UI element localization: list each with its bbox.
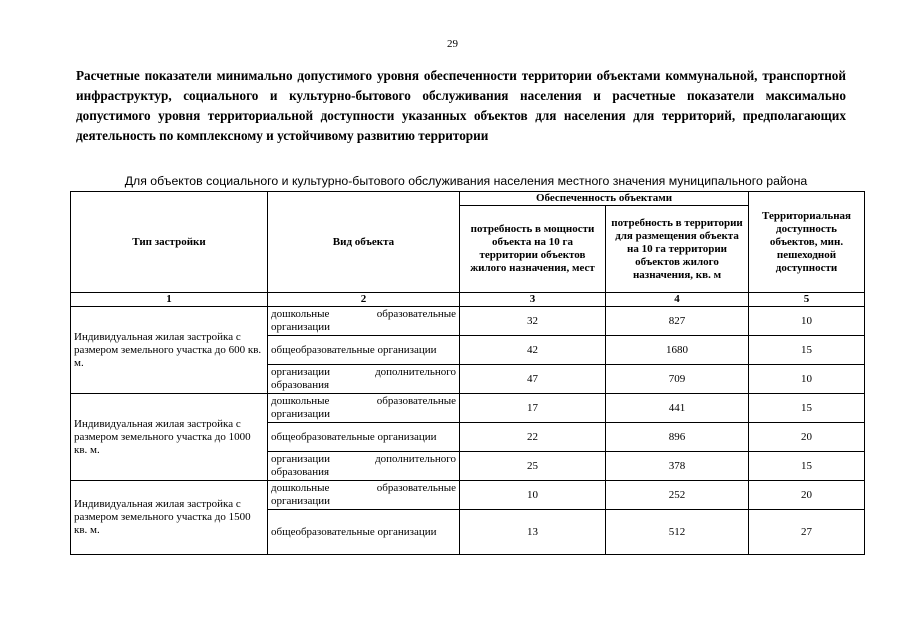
capacity-cell: 10 — [460, 481, 606, 510]
header-area: потребность в территории для размещения объекта на 10 га территории объектов жилого назначения, кв. м — [606, 206, 749, 293]
object-type-cell: общеобразовательные организации — [268, 423, 460, 452]
access-cell: 10 — [749, 307, 865, 336]
access-cell: 20 — [749, 423, 865, 452]
area-cell: 896 — [606, 423, 749, 452]
building-type-cell: Индивидуальная жилая застройка с размером земельного участка до 1500 кв. м. — [71, 481, 268, 555]
access-cell: 20 — [749, 481, 865, 510]
header-building-type: Тип застройки — [71, 192, 268, 293]
object-type-cell: дошкольные образовательные организации — [268, 394, 460, 423]
object-type-cell: дошкольные образовательные организации — [268, 307, 460, 336]
capacity-cell: 47 — [460, 365, 606, 394]
access-cell: 15 — [749, 394, 865, 423]
access-cell: 15 — [749, 336, 865, 365]
table-subtitle: Для объектов социального и культурно-бытового обслуживания населения местного значения муниципального района — [124, 174, 808, 188]
document-title: Расчетные показатели минимально допустимого уровня обеспеченности территории объектами коммунальной, транспортной инфраструктур, социального и культурно-бытового обслуживания населения и расчетные показатели максимально допустимого уровня территориальной доступности указанных объектов для населения для территорий, предполагающих деятельность по комплексному и устойчивому развитию территории — [76, 68, 846, 143]
header-object-type: Вид объекта — [268, 192, 460, 293]
capacity-cell: 13 — [460, 510, 606, 555]
capacity-cell: 17 — [460, 394, 606, 423]
capacity-cell: 32 — [460, 307, 606, 336]
page-number: 29 — [447, 38, 458, 50]
column-number: 5 — [749, 293, 865, 307]
column-number: 4 — [606, 293, 749, 307]
header-access: Территориальная доступность объектов, мин. пешеходной доступности — [749, 192, 865, 293]
header-provision: Обеспеченность объектами — [460, 192, 749, 206]
capacity-cell: 22 — [460, 423, 606, 452]
table-row — [71, 481, 865, 510]
area-cell: 709 — [606, 365, 749, 394]
table-row — [71, 307, 865, 336]
object-type-cell: дошкольные образовательные организации — [268, 481, 460, 510]
column-number: 2 — [268, 293, 460, 307]
object-type-cell: организации дополнительного образования — [268, 365, 460, 394]
capacity-cell: 25 — [460, 452, 606, 481]
header-capacity: потребность в мощности объекта на 10 га территории объектов жилого назначения, мест — [460, 206, 606, 293]
column-number-row — [71, 293, 865, 307]
area-cell: 827 — [606, 307, 749, 336]
object-type-cell: общеобразовательные организации — [268, 336, 460, 365]
area-cell: 1680 — [606, 336, 749, 365]
area-cell: 441 — [606, 394, 749, 423]
access-cell: 27 — [749, 510, 865, 555]
norms-table — [70, 191, 865, 555]
area-cell: 512 — [606, 510, 749, 555]
object-type-cell: организации дополнительного образования — [268, 452, 460, 481]
capacity-cell: 42 — [460, 336, 606, 365]
access-cell: 10 — [749, 365, 865, 394]
object-type-cell: общеобразовательные организации — [268, 510, 460, 555]
area-cell: 252 — [606, 481, 749, 510]
building-type-cell: Индивидуальная жилая застройка с размером земельного участка до 600 кв. м. — [71, 307, 268, 394]
column-number: 1 — [71, 293, 268, 307]
area-cell: 378 — [606, 452, 749, 481]
access-cell: 15 — [749, 452, 865, 481]
building-type-cell: Индивидуальная жилая застройка с размером земельного участка до 1000 кв. м. — [71, 394, 268, 481]
column-number: 3 — [460, 293, 606, 307]
table-row — [71, 394, 865, 423]
